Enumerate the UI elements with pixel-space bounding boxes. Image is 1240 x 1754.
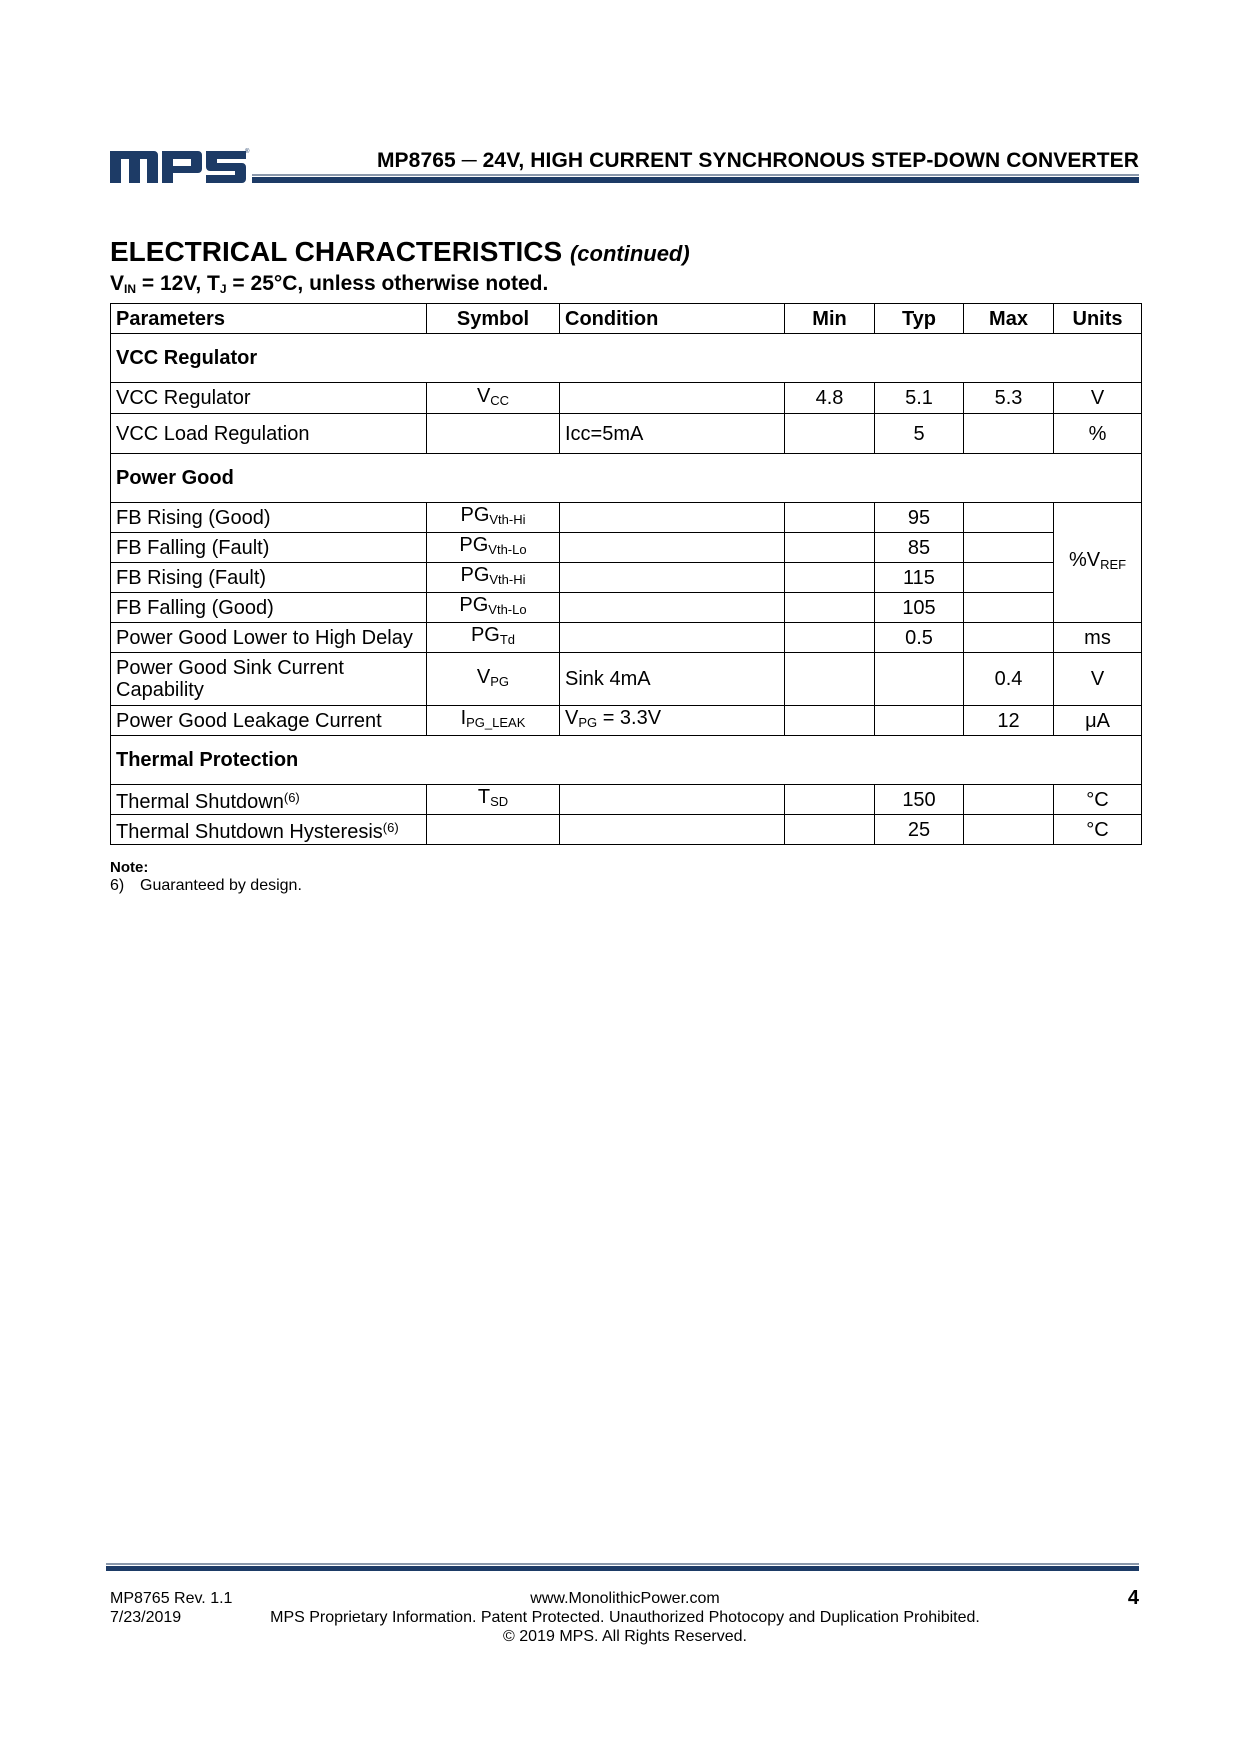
param-cell: VCC Regulator — [111, 383, 427, 414]
note-item — [110, 877, 302, 895]
symbol-main: I — [460, 707, 467, 729]
min-cell: 4.8 — [785, 383, 875, 414]
min-cell — [785, 653, 875, 706]
param-cell: Power Good Leakage Current — [111, 706, 427, 736]
max-cell — [964, 414, 1054, 454]
header-units: Units — [1054, 304, 1142, 334]
param-cell: FB Falling (Fault) — [111, 533, 427, 563]
table-row — [111, 653, 1142, 706]
symbol-sub: Vth-Hi — [489, 512, 526, 527]
mps-logo — [110, 147, 252, 185]
typ-cell — [875, 653, 964, 706]
max-cell — [964, 503, 1054, 533]
document-title: MP8765 ─ 24V, HIGH CURRENT SYNCHRONOUS STEP-DOWN CONVERTER — [376, 149, 1139, 172]
cond-v-sub: IN — [124, 282, 137, 296]
cond-v: V — [110, 272, 125, 295]
max-cell: 5.3 — [964, 383, 1054, 414]
group-row-thermal — [111, 736, 1142, 785]
condition-cell — [560, 815, 785, 845]
symbol-sub: PG_LEAK — [466, 715, 526, 730]
max-cell: 12 — [964, 706, 1054, 736]
min-cell — [785, 815, 875, 845]
units-cell: μA — [1054, 706, 1142, 736]
min-cell — [785, 503, 875, 533]
param-cell: Power Good Lower to High Delay — [111, 623, 427, 653]
max-cell — [964, 533, 1054, 563]
symbol-sub: Vth-Lo — [488, 542, 527, 557]
condition-sub: PG — [578, 715, 598, 730]
footnote-ref: (6) — [382, 819, 399, 835]
units-main: %V — [1068, 549, 1101, 571]
test-conditions — [110, 272, 548, 296]
header-max: Max — [964, 304, 1054, 334]
table-row — [111, 563, 1142, 593]
page-number: 4 — [1127, 1587, 1139, 1609]
note-title: Note: — [110, 859, 149, 876]
max-cell — [964, 785, 1054, 815]
units-cell: °C — [1054, 785, 1142, 815]
symbol-sub: SD — [490, 794, 509, 809]
typ-cell: 25 — [875, 815, 964, 845]
symbol-main: PG — [459, 534, 489, 556]
param-cell — [111, 653, 427, 706]
min-cell — [785, 706, 875, 736]
symbol-main: V — [476, 384, 491, 407]
typ-cell — [875, 706, 964, 736]
typ-cell: 115 — [875, 563, 964, 593]
typ-cell: 95 — [875, 503, 964, 533]
group-label: Thermal Protection — [111, 736, 1142, 785]
typ-cell: 5 — [875, 414, 964, 454]
symbol-sub: Vth-Lo — [488, 602, 527, 617]
symbol-sub: PG — [490, 673, 510, 689]
symbol-cell — [427, 653, 560, 706]
condition-cell — [560, 706, 785, 736]
param-line-1: Power Good Sink Current — [116, 657, 344, 679]
cond-mid: = 12V, T — [136, 272, 220, 295]
symbol-cell — [427, 503, 560, 533]
group-label: VCC Regulator — [111, 334, 1142, 383]
min-cell — [785, 623, 875, 653]
table-row — [111, 414, 1142, 454]
condition-cell — [560, 785, 785, 815]
param-cell — [111, 785, 427, 815]
min-cell — [785, 533, 875, 563]
symbol-main: PG — [460, 504, 490, 526]
footnote-ref: (6) — [283, 789, 300, 805]
symbol-main: PG — [460, 564, 490, 586]
cond-rest: = 25°C, unless otherwise noted. — [226, 272, 549, 295]
header-min: Min — [785, 304, 875, 334]
param-line-2: Capability — [116, 679, 204, 701]
symbol-main: PG — [459, 594, 489, 616]
table-row — [111, 706, 1142, 736]
condition-cell — [560, 383, 785, 414]
condition-cell — [560, 563, 785, 593]
symbol-main: T — [477, 786, 491, 808]
param-text: Thermal Shutdown Hysteresis — [116, 820, 383, 843]
table-row — [111, 785, 1142, 815]
min-cell — [785, 593, 875, 623]
footer-proprietary: MPS Proprietary Information. Patent Protected. Unauthorized Photocopy and Duplication Prohibited. — [270, 1609, 980, 1626]
units-sub: REF — [1100, 557, 1127, 572]
table-row — [111, 593, 1142, 623]
section-title-text: ELECTRICAL CHARACTERISTICS — [110, 236, 563, 267]
cond-t-sub: J — [219, 282, 227, 296]
symbol-cell — [427, 706, 560, 736]
param-text: Thermal Shutdown — [116, 790, 284, 813]
typ-cell: 85 — [875, 533, 964, 563]
symbol-cell — [427, 785, 560, 815]
typ-cell: 0.5 — [875, 623, 964, 653]
table-row — [111, 815, 1142, 845]
condition-cell — [560, 623, 785, 653]
units-cell: % — [1054, 414, 1142, 454]
table-header-row — [111, 304, 1142, 334]
group-row-power-good — [111, 454, 1142, 503]
header-rule — [252, 177, 1139, 183]
table-row — [111, 623, 1142, 653]
header-symbol: Symbol — [427, 304, 560, 334]
min-cell — [785, 414, 875, 454]
param-cell: VCC Load Regulation — [111, 414, 427, 454]
footer-copyright: © 2019 MPS. All Rights Reserved. — [503, 1628, 747, 1645]
header-parameters: Parameters — [111, 304, 427, 334]
symbol-cell — [427, 593, 560, 623]
condition-main: V — [565, 707, 579, 729]
symbol-main: V — [476, 665, 491, 688]
symbol-sub: Vth-Hi — [489, 572, 526, 587]
units-cell: °C — [1054, 815, 1142, 845]
max-cell — [964, 815, 1054, 845]
typ-cell: 105 — [875, 593, 964, 623]
group-row-vcc — [111, 334, 1142, 383]
symbol-cell — [427, 815, 560, 845]
footer-revision: MP8765 Rev. 1.1 — [110, 1590, 233, 1607]
symbol-sub: CC — [490, 392, 510, 408]
typ-cell: 150 — [875, 785, 964, 815]
svg-text:®: ® — [245, 149, 250, 155]
symbol-cell — [427, 533, 560, 563]
condition-cell — [560, 593, 785, 623]
max-cell — [964, 593, 1054, 623]
symbol-cell — [427, 414, 560, 454]
param-cell: FB Falling (Good) — [111, 593, 427, 623]
footer-date: 7/23/2019 — [110, 1609, 182, 1626]
note-text: Guaranteed by design. — [140, 877, 302, 894]
param-cell: FB Rising (Fault) — [111, 563, 427, 593]
header-condition: Condition — [560, 304, 785, 334]
header-typ: Typ — [875, 304, 964, 334]
min-cell — [785, 563, 875, 593]
note-number: 6) — [110, 877, 125, 894]
max-cell: 0.4 — [964, 653, 1054, 706]
footer-rule — [106, 1566, 1139, 1571]
table-row — [111, 533, 1142, 563]
max-cell — [964, 563, 1054, 593]
section-title — [110, 236, 690, 268]
condition-cell: Sink 4mA — [560, 653, 785, 706]
symbol-main: PG — [470, 624, 500, 646]
table-row — [111, 503, 1142, 533]
max-cell — [964, 623, 1054, 653]
condition-cell — [560, 533, 785, 563]
units-cell-vref — [1054, 503, 1142, 623]
units-cell: V — [1054, 383, 1142, 414]
footer-website: www.MonolithicPower.com — [530, 1590, 720, 1607]
symbol-cell — [427, 623, 560, 653]
symbol-sub: Td — [499, 632, 516, 647]
condition-cell: Icc=5mA — [560, 414, 785, 454]
min-cell — [785, 785, 875, 815]
units-cell: ms — [1054, 623, 1142, 653]
param-cell: FB Rising (Good) — [111, 503, 427, 533]
condition-rest: = 3.3V — [597, 707, 662, 729]
units-cell: V — [1054, 653, 1142, 706]
typ-cell: 5.1 — [875, 383, 964, 414]
param-cell — [111, 815, 427, 845]
condition-cell — [560, 503, 785, 533]
table-row — [111, 383, 1142, 414]
symbol-cell — [427, 383, 560, 414]
section-title-continued: (continued) — [569, 241, 690, 266]
symbol-cell — [427, 563, 560, 593]
electrical-characteristics-table — [110, 303, 1142, 845]
group-label: Power Good — [111, 454, 1142, 503]
